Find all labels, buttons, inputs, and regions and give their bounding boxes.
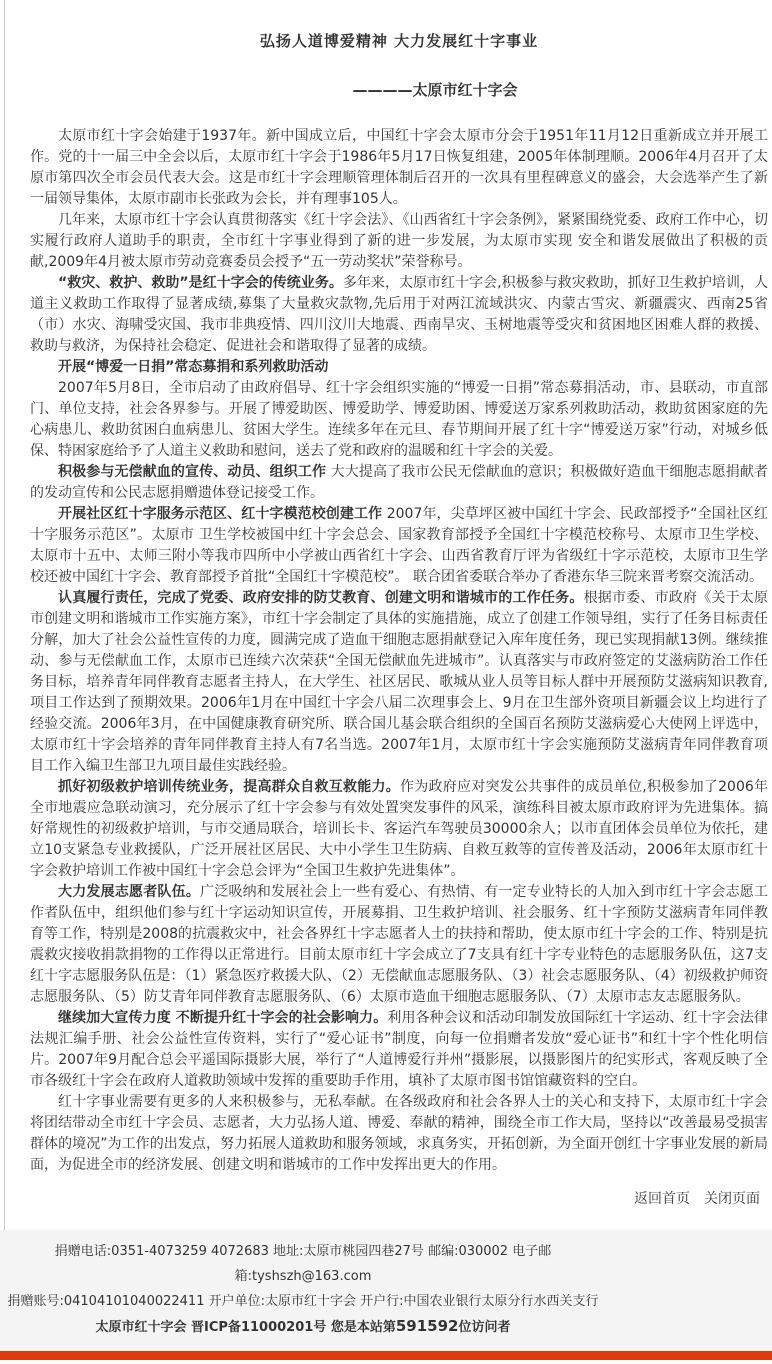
article-body	[30, 126, 768, 1176]
paragraph	[30, 1092, 768, 1176]
footer-visitor-suffix: 位访问者	[458, 1320, 511, 1335]
paragraph-text: 根据市委、市政府《关于太原市创建文明和谐城市工作实施方案》，市红十字会制定了具体的实施措施，成立了创建工作领导组，实行了任务目标责任分解，加大了社会公益性宣传的力度，圆满完成了造血干细胞志愿捐献登记入库年度任务，现已实现捐献13例。继续推动、参与无偿献血工作，太原市已连续六次荣获“全国无偿献血先进城市”。认真落实与市政府签定的艾滋病防治工作任务目标，培养青年同伴教育志愿者主持人，在大学生、社区居民、歌城从业人员等目标人群中开展预防艾滋病知识教育,项目工作达到了预期效果。2006年1月在中国红十字会八届二次理事会上、9月在卫生部外资项目新疆会议上均进行了经验交流。2006年3月，在中国健康教育研究所、联合国儿基会联合组织的全国百名预防艾滋病爱心大使网上评选中，太原市红十字会培养的青年同伴教育主持人有7名当选。2007年1月，太原市红十字会实施预防艾滋病青年同伴教育项目工作入编卫生部卫九项目最佳实践经验。	[30, 590, 769, 774]
paragraph	[30, 882, 768, 1008]
footer-contact-line: 捐赠电话:0351-4073259 4072683 地址:太原市桃园四巷27号 邮编:030002 电子邮箱:tyshszh@163.com	[54, 1244, 552, 1284]
paragraph	[30, 462, 768, 504]
paragraph-text: 太原市红十字会始建于1937年。新中国成立后，中国红十字会太原市分会于1951年11月12日重新成立并开展工作。党的十一届三中全会以后，太原市红十字会于1986年5月17日恢复组建，2005年体制理顺。2006年4月召开了太原市第四次全市会员代表大会。这是市红十字会理顺管理体制后召开的一次具有里程碑意义的盛会，大会选举产生了新一届领导集体，太原市副市长张政为会长，并有理事105人。	[30, 128, 768, 207]
footer-account-line: 捐赠账号:04104101040022411 开户单位:太原市红十字会 开户行:中国农业银行太原分行水西关支行	[7, 1294, 599, 1309]
section-heading	[30, 357, 768, 378]
paragraph-lead: “救灾、救护、救助”是红十字会的传统业务。	[58, 275, 343, 291]
article-page	[4, 0, 772, 1230]
footer-accent-bar	[0, 1351, 772, 1360]
footer-icp-line	[0, 1314, 606, 1340]
footer-content	[0, 1239, 606, 1340]
visitor-count: 591592	[395, 1317, 459, 1335]
paragraph	[30, 126, 768, 210]
page-title: 弘扬人道博爱精神 大力发展红十字事业	[259, 32, 539, 50]
close-page-link[interactable]: 关闭页面	[704, 1191, 760, 1207]
paragraph-lead: 开展“博爱一日捐”常态募捐和系列救助活动	[58, 359, 329, 375]
paragraph	[30, 273, 768, 357]
paragraph-lead: 大力发展志愿者队伍。	[58, 884, 201, 900]
paragraph-lead: 继续加大宣传力度 不断提升红十字会的社会影响力。	[58, 1010, 388, 1026]
paragraph-text: 红十字事业需要有更多的人来积极参与，无私奉献。在各级政府和社会各界人士的关心和支持下，太原市红十字会将团结带动全市红十字会员、志愿者，大力弘扬人道、博爱、奉献的精神，围绕全市工作大局，坚持以“改善最易受损害群体的境况”为工作的出发点，努力拓展人道救助和服务领域，求真务实，开拓创新，为全面开创红十字事业发展的新局面，为促进全市的经济发展、创建文明和谐城市的工作中发挥出更大的作用。	[30, 1094, 768, 1173]
paragraph	[30, 588, 768, 777]
paragraph-text: 几年来，太原市红十字会认真贯彻落实《红十字会法》、《山西省红十字会条例》，紧紧围绕党委、政府工作中心，切实履行政府人道助手的职责，全市红十字事业得到了新的进一步发展，为太原市实现 安全和谐发展做出了积极的贡献,2009年4月被太原市劳动竞赛委员会授予“五一劳动奖状”荣誉称号。	[30, 212, 768, 270]
paragraph-lead: 积极参与无偿献血的宣传、动员、组织工作	[58, 464, 327, 480]
paragraph-text: 作为政府应对突发公共事件的成员单位,积极参加了2006年全市地震应急联动演习，充分展示了红十字会参与有效处置突发事件的风采，演练科目被太原市政府评为先进集体。搞好常规性的初级救护培训，与市交通局联合，培训长卡、客运汽车驾驶员30000余人；以市直团体会员单位为依托，建立10支紧急专业救援队，广泛开展社区居民、大中小学生卫生防病、自救互救等的宣传普及活动，2006年太原市红十字会救护培训工作被中国红十字会总会评为“全国卫生救护先进集体”。	[30, 779, 769, 879]
page-subtitle: ————太原市红十字会	[352, 81, 518, 99]
page-actions	[30, 1176, 768, 1224]
paragraph-text: 2007年，尖草坪区被中国红十字会、民政部授予“全国社区红十字服务示范区”。太原市 卫生学校被国中红十字会总会、国家教育部授予全国红十字模范校称号、太原市卫生学校、太原市十五中、太师三附小等我市四所中小学被山西省红十字会、山西省教育厅评为省级红十字示范校，太原市卫生学校还被中国红十字会、教育部授予首批“全国红十字模范校”。 联合团省委联合举办了香港东华三院来晋考察交流活动。	[30, 506, 768, 585]
paragraph-text: 多年来，太原市红十字会,积极参与救灾救助，抓好卫生救护培训，人道主义救助工作取得了显著成绩,募集了大量救灾款物,先后用于对两江流域洪灾、内蒙古雪灾、新疆震灾、西南25省（市）水灾、海啸受灾国、我市非典疫情、四川汶川大地震、西南旱灾、玉树地震等受灾和贫困地区困难人群的救援、救助与救济，为保持社会稳定、促进社会和谐取得了显著的成绩。	[30, 275, 768, 354]
paragraph	[30, 378, 768, 462]
paragraph-lead: 抓好初级救护培训传统业务，提高群众自救互救能力。	[58, 779, 400, 795]
site-footer	[0, 1230, 772, 1351]
paragraph	[30, 504, 768, 588]
paragraph-lead: 认真履行责任，完成了党委、政府安排的防艾教育、创建文明和谐城市的工作任务。	[58, 590, 584, 606]
back-home-link[interactable]: 返回首页	[634, 1191, 690, 1207]
paragraph-text: 2007年5月8日，全市启动了由政府倡导、红十字会组织实施的“博爱一日捐”常态募捐活动，市、县联动，市直部门、单位支持，社会各界参与。开展了博爱助医、博爱助学、博爱助困、博爱送万家系列救助活动，救助贫困家庭的先心病患儿、救助贫困白血病患儿、贫困大学生。连续多年在元旦、春节期间开展了红十字“博爱送万家”行动，对城乡低保、特困家庭给予了人道主义救助和慰问，送去了党和政府的温暖和红十字会的关爱。	[30, 380, 768, 459]
paragraph-text: 广泛吸纳和发展社会上一些有爱心、有热情、有一定专业特长的人加入到市红十字会志愿工作者队伍中，组织他们参与红十字运动知识宣传，开展募捐、卫生救护培训、社会服务、红十字预防艾滋病青年同伴教育等工作，特别是2008的抗震救灾中，社会各界红十字志愿者人士的扶持和帮助，使太原市红十字会的工作、特别是抗震救灾接收捐款捐物的工作得以正常进行。目前太原市红十字会成立了7支具有红十字专业特色的志愿服务队伍，这7支红十字志愿服务队伍是：（1）紧急医疗救援大队、（2）无偿献血志愿服务队、（3）社会志愿服务队、（4）初级救护师资志愿服务队、（5）防艾青年同伴教育志愿服务队、（6）太原市造血干细胞志愿服务队、（7）太原市志友志愿服务队。	[30, 884, 769, 1005]
paragraph	[30, 777, 768, 882]
paragraph-lead: 开展社区红十字服务示范区、红十字模范校创建工作	[58, 506, 383, 522]
paragraph	[30, 210, 768, 273]
paragraph-text: 大大提高了我市公民无偿献血的意识；积极做好造血干细胞志愿捐献者的发动宣传和公民志愿捐赠遗体登记接受工作。	[30, 464, 768, 501]
paragraph-text: 利用各种会议和活动印制发放国际红十字运动、红十字会法律法规汇编手册、社会公益性宣传资料，实行了“爱心证书”制度，向每一位捐赠者发放“爱心证书”和红十字个性化明信片。2007年9月配合总会平遥国际摄影大展，举行了“人道博爱行并州”摄影展，以摄影图片的纪实形式，客观反映了全市各级红十字会在政府人道救助领域中发挥的重要助手作用，填补了太原市图书馆馆藏资料的空白。	[30, 1010, 769, 1089]
paragraph	[30, 1008, 768, 1092]
footer-icp-text: 太原市红十字会 晋ICP备11000201号 您是本站第	[95, 1320, 396, 1335]
